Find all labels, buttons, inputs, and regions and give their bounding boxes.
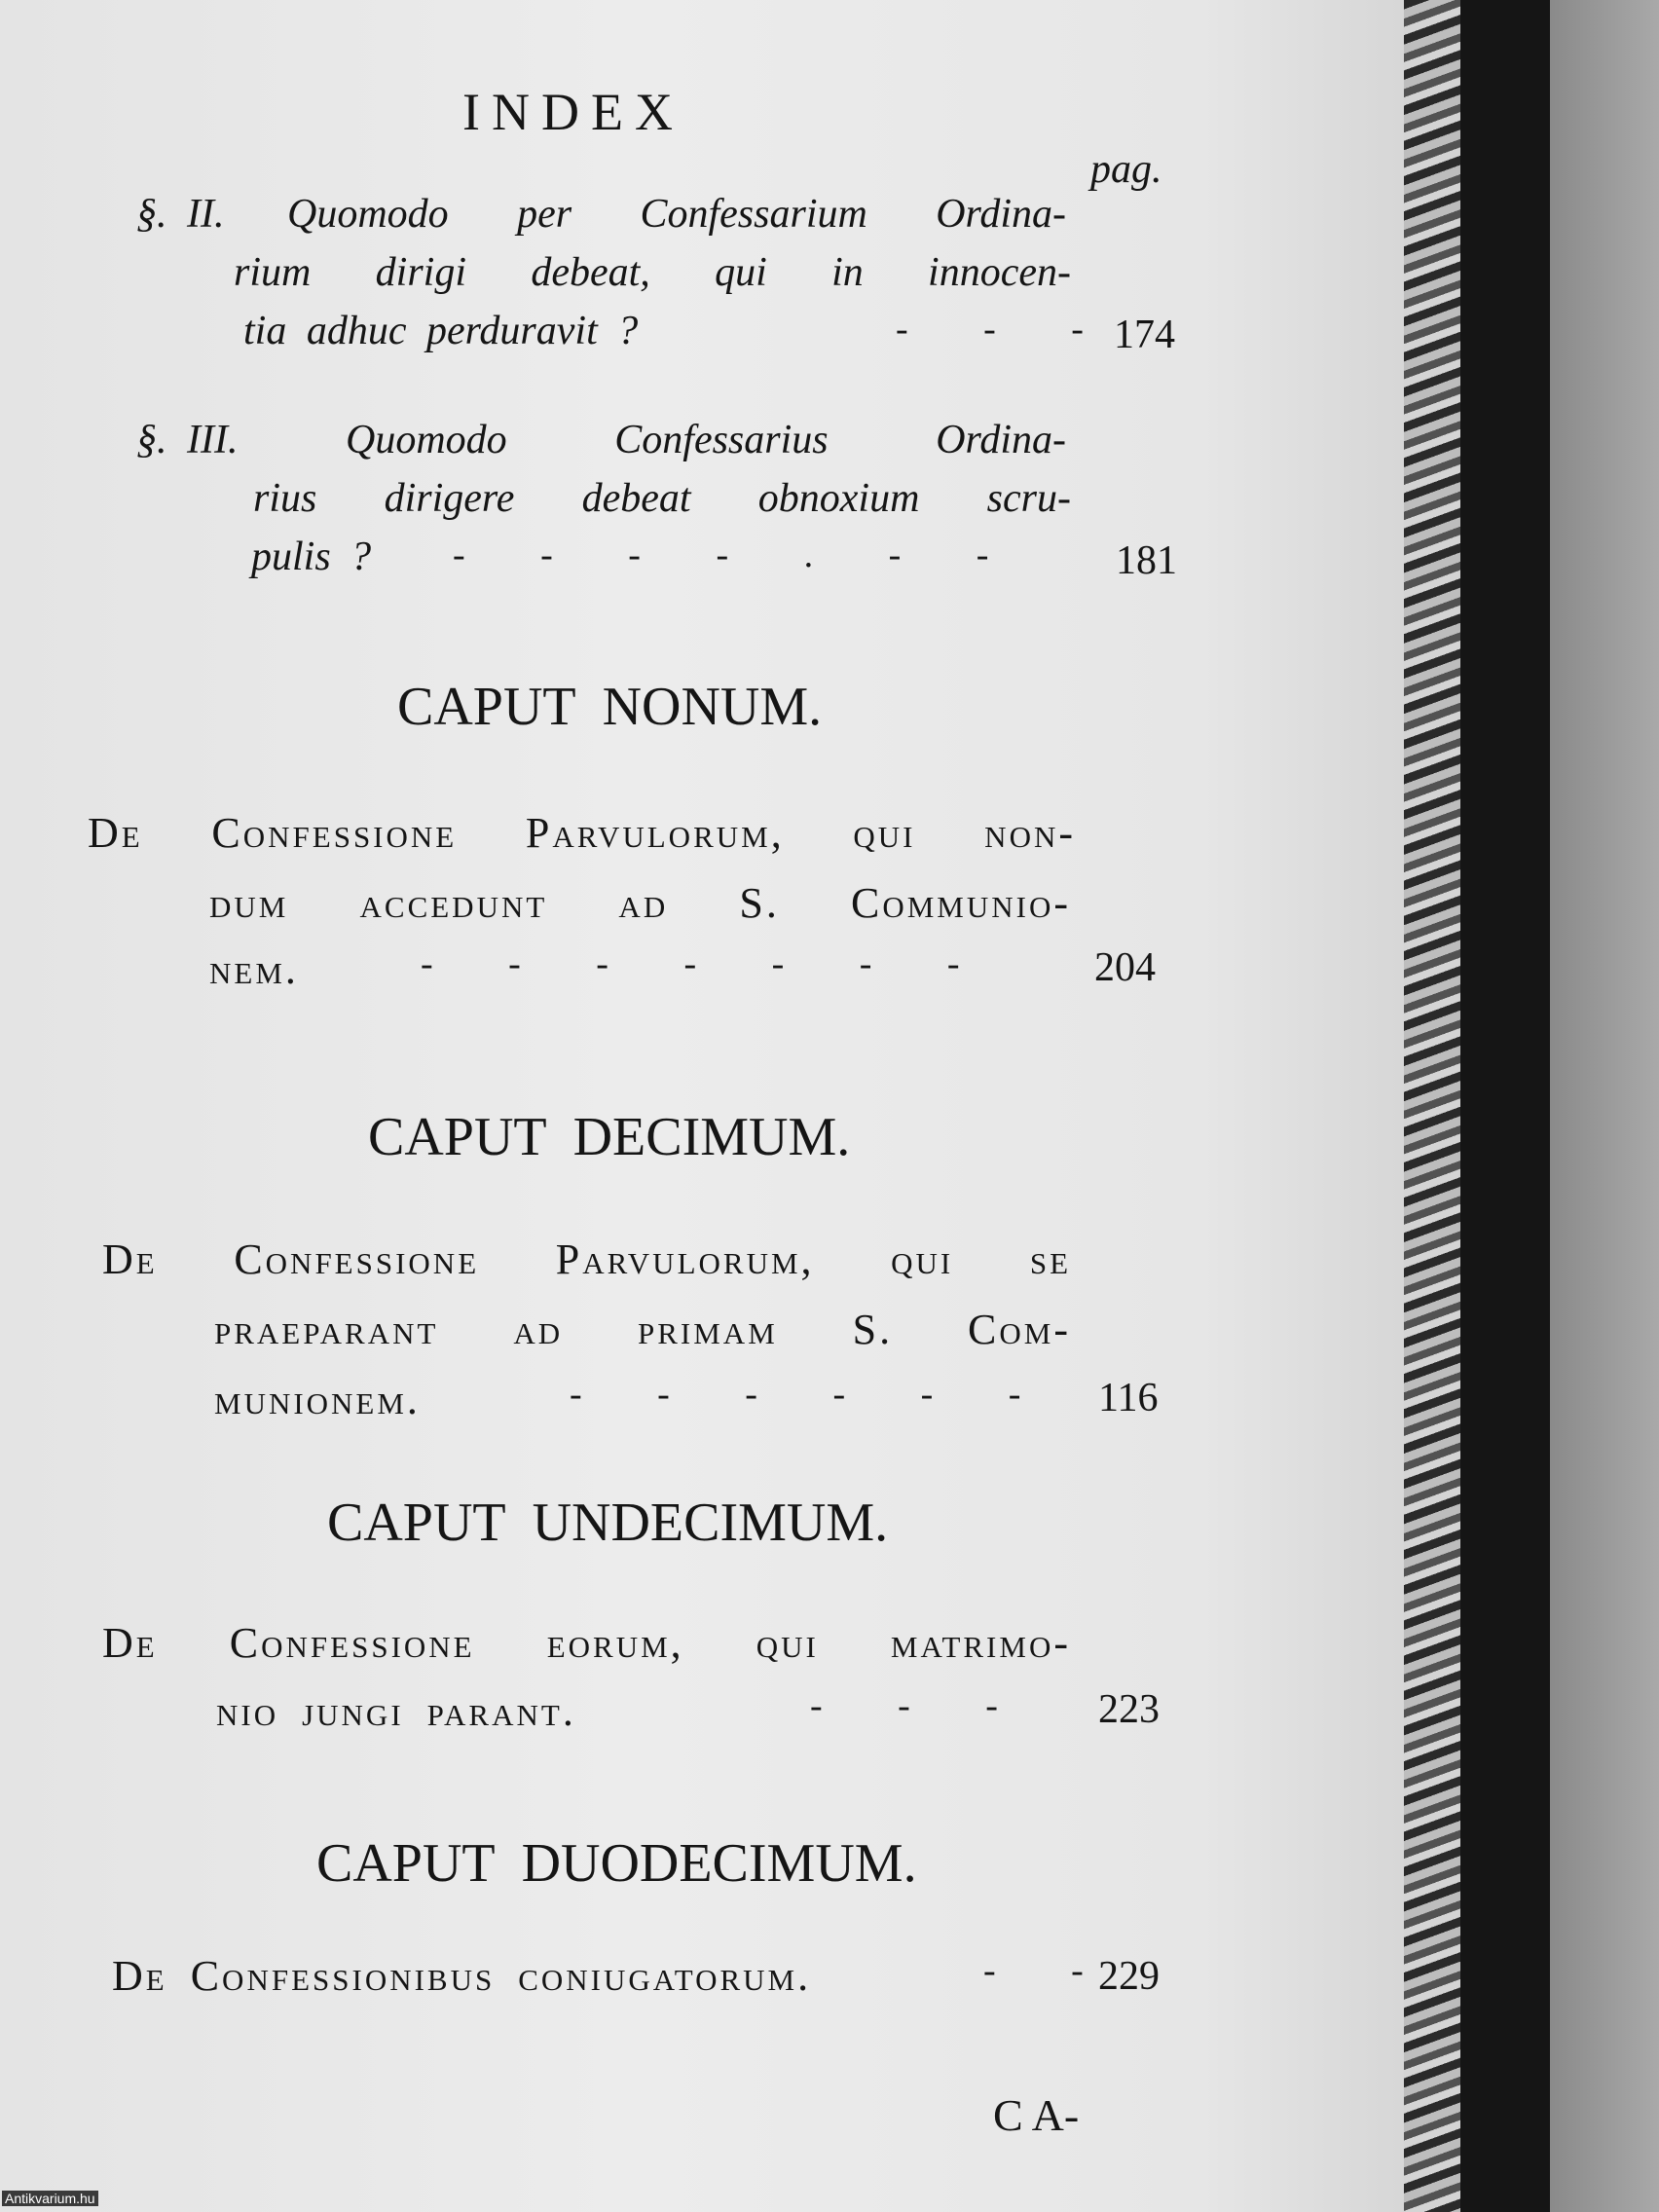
chapter-entry-line: nem. [209, 945, 299, 993]
chapter-title: CAPUT DECIMUM. [368, 1107, 851, 1167]
dot-leader: - - - - . - - [453, 535, 1022, 575]
chapter-title: CAPUT UNDECIMUM. [327, 1493, 889, 1553]
page-number: 174 [1114, 313, 1175, 357]
page-heading: INDEX [462, 83, 684, 141]
chapter-entry-line: dum accedunt ad S. Communio- [209, 879, 1071, 927]
page-number: 116 [1098, 1376, 1159, 1420]
chapter-entry-line: praeparant ad primam S. Com- [214, 1306, 1071, 1353]
page-number: 181 [1116, 538, 1177, 583]
entry-line: rium dirigi debeat, qui in innocen- [234, 250, 1071, 295]
chapter-entry-line: De Confessione Parvulorum, qui se [102, 1235, 1071, 1283]
pag-label: pag. [1090, 147, 1162, 192]
chapter-entry-line: nio jungi parant. [216, 1687, 576, 1735]
entry-line: tia adhuc perduravit ? [243, 309, 639, 353]
background-surface [1550, 0, 1659, 2212]
entry-line: rius dirigere debeat obnoxium scru- [253, 476, 1071, 521]
entry-marker: §. III. [136, 418, 239, 462]
binding-spine [1460, 0, 1550, 2212]
chapter-entry-line: De Confessione eorum, qui matrimo- [102, 1619, 1071, 1667]
watermark: Antikvarium.hu [2, 2191, 98, 2206]
page-number: 223 [1098, 1687, 1160, 1732]
chapter-entry-line: munionem. [214, 1376, 421, 1423]
page-number: 229 [1098, 1954, 1160, 1999]
dot-leader: - - - [810, 1685, 1031, 1726]
catchword: C A- [993, 2090, 1080, 2140]
entry-line: Quomodo Confessarius Ordina- [346, 418, 1066, 462]
binding-pattern [1404, 0, 1460, 2212]
entry-marker: §. II. [136, 192, 225, 237]
chapter-entry-line: De Confessionibus coniugatorum. [112, 1952, 812, 2000]
page-number: 204 [1094, 945, 1156, 990]
entry-line: Quomodo per Confessarium Ordina- [287, 192, 1066, 237]
dot-leader: - - [983, 1950, 1117, 1991]
dot-leader: - - - [896, 309, 1117, 350]
entry-line: pulis ? [251, 535, 372, 579]
chapter-title: CAPUT DUODECIMUM. [316, 1833, 917, 1894]
dot-leader: - - - - - - [570, 1374, 1054, 1415]
chapter-title: CAPUT NONUM. [397, 677, 823, 737]
chapter-entry-line: De Confessione Parvulorum, qui non- [88, 809, 1076, 857]
dot-leader: - - - - - - - [421, 943, 993, 984]
